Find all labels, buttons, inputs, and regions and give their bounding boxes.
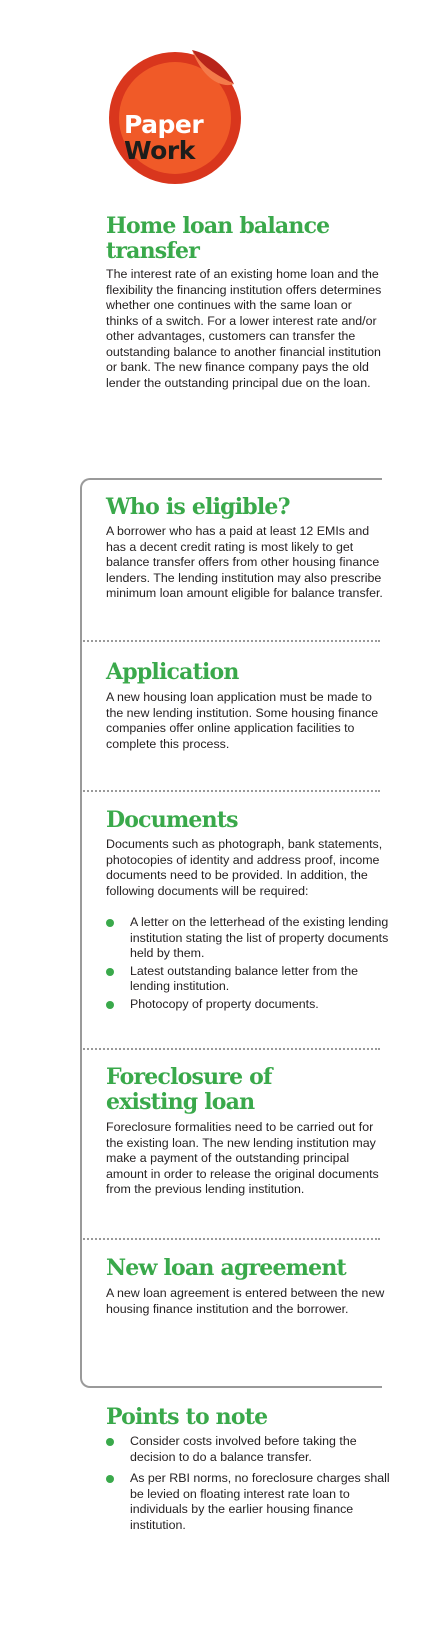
eligible-title: Who is eligible? — [106, 494, 290, 520]
foreclosure-title: Foreclosure of existing loan — [106, 1064, 272, 1115]
list-item — [106, 915, 391, 962]
agreement-body: A new loan agreement is entered between the new housing finance institution and the borrower. — [106, 1286, 385, 1316]
intro-body: The interest rate of an existing home loan and the flexibility the financing institution offers determines whether one continues with the same loan or thinks of a switch. For a lower interest rate and/or other advantages, customers can transfer the outstanding balance to another financial institution or bank. The new finance company pays the old lender the outstanding principal due on the loan. — [106, 267, 382, 390]
list-item-text: Latest outstanding balance letter from the lending institution. — [130, 963, 358, 993]
logo-line-paper: Paper — [124, 110, 204, 139]
foreclosure-body: Foreclosure formalities need to be carried out for the existing loan. The new lending institution may make a payment of the outstanding principal amount in order to release the original documents from the previous lending institution. — [106, 1120, 379, 1196]
documents-list — [106, 915, 391, 1014]
agreement-title: New loan agreement — [106, 1255, 346, 1281]
bullet-icon — [106, 1438, 114, 1446]
application-title: Application — [106, 659, 239, 685]
notes-title: Points to note — [106, 1404, 268, 1430]
list-item-text: As per RBI norms, no foreclosure charges shall be levied on floating interest rate loan to individuals by the earlier housing finance institution. — [130, 1471, 390, 1532]
bullet-icon — [106, 968, 114, 976]
documents-body: Documents such as photograph, bank statements, photocopies of identity and address proof, income documents need to be provided. In addition, the following documents will be required: — [106, 837, 383, 898]
list-item-text: Photocopy of property documents. — [130, 996, 319, 1011]
list-item — [106, 997, 391, 1013]
eligible-body: A borrower who has a paid at least 12 EMIs and has a decent credit rating is most likely to get balance transfer offers from other housing finance lenders. The lending institution may also prescribe minimum loan amount eligible for balance transfer. — [106, 524, 383, 600]
intro-title: Home loan balance transfer — [106, 213, 330, 264]
application-body: A new housing loan application must be made to the new lending institution. Some housing finance companies offer online application facilities to complete this process. — [106, 690, 379, 751]
notes-list — [106, 1434, 391, 1539]
list-item — [106, 1471, 391, 1533]
list-item — [106, 964, 391, 995]
bullet-icon — [106, 919, 114, 927]
section-divider — [80, 640, 380, 642]
list-item — [106, 1434, 391, 1465]
documents-title: Documents — [106, 807, 238, 833]
bullet-icon — [106, 1001, 114, 1009]
section-divider — [80, 790, 380, 792]
section-divider — [80, 1048, 380, 1050]
list-item-text: A letter on the letterhead of the existing lending institution stating the list of property documents held by them. — [130, 915, 389, 960]
logo-line-work: Work — [124, 136, 195, 165]
list-item-text: Consider costs involved before taking the decision to do a balance transfer. — [130, 1434, 357, 1464]
bullet-icon — [106, 1475, 114, 1483]
section-divider — [80, 1238, 380, 1240]
